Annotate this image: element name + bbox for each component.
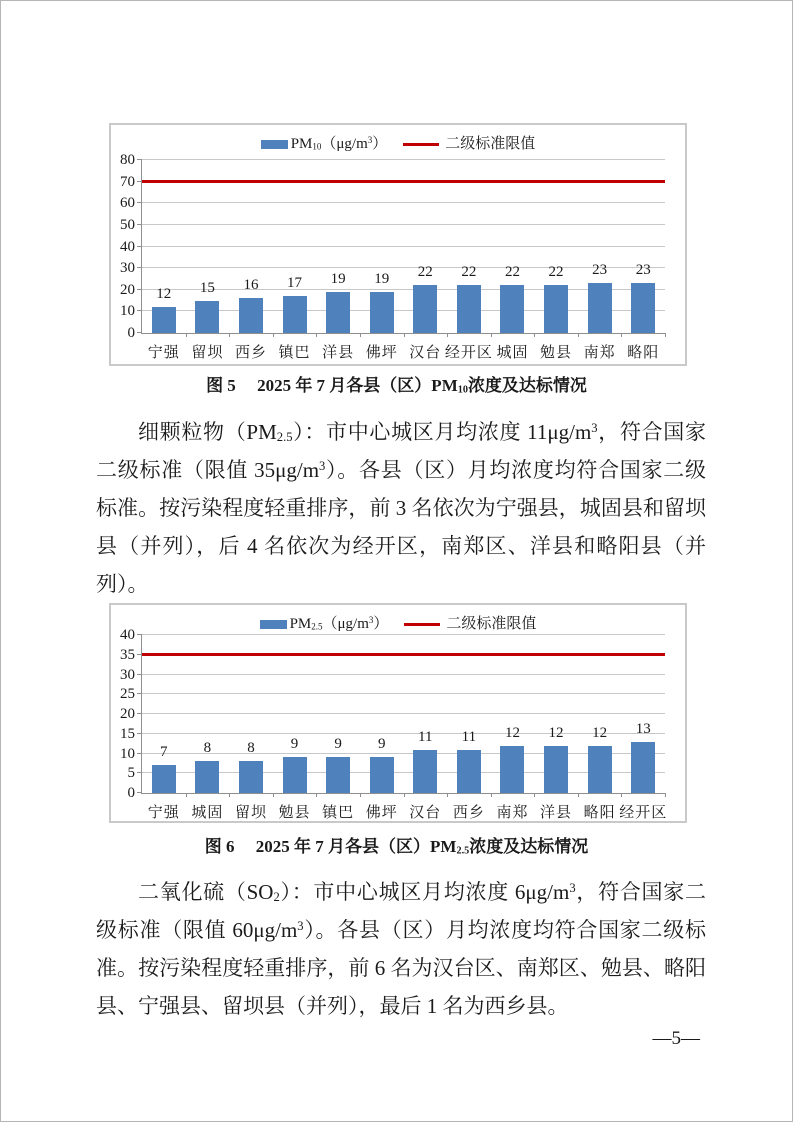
x-axis-tick — [491, 793, 492, 797]
bar — [457, 285, 481, 333]
bar — [195, 301, 219, 333]
y-axis-label: 20 — [120, 706, 135, 722]
x-axis-label: 经开区 — [444, 345, 493, 361]
bar — [544, 746, 568, 793]
series-swatch — [260, 620, 287, 629]
bar-value-label: 22 — [504, 264, 520, 281]
limit-legend-label: 二级标准限值 — [446, 616, 537, 632]
gridline — [142, 733, 665, 734]
bar — [588, 283, 612, 333]
y-axis-label: 70 — [120, 173, 135, 190]
figure5-caption: 图 5 2025 年 7 月各县（区）$PM_{10}$浓度及达标情况 — [206, 376, 587, 396]
y-axis-tick — [137, 267, 142, 268]
bar — [152, 765, 176, 793]
y-axis-tick — [137, 634, 142, 635]
series-legend-label: $PM_{10}(\mu g/m^3)$ — [290, 135, 388, 152]
bar — [195, 761, 219, 793]
y-axis-label: 10 — [120, 745, 135, 762]
x-axis-tick — [360, 793, 361, 797]
x-axis-label: 洋县 — [540, 805, 573, 821]
limit-line-swatch — [403, 143, 439, 146]
bar — [588, 746, 612, 793]
x-axis-label: 宁强 — [147, 345, 180, 361]
y-axis-tick — [137, 772, 142, 773]
bar — [413, 285, 437, 333]
bar — [283, 296, 307, 333]
x-axis-label: 佛坪 — [365, 345, 398, 361]
y-axis-label: 80 — [120, 152, 135, 168]
y-axis-tick — [137, 224, 142, 225]
bar-value-label: 8 — [203, 740, 212, 757]
x-axis-label: 汉台 — [409, 805, 442, 821]
y-axis-tick — [137, 332, 142, 333]
bar-value-label: 15 — [199, 279, 215, 296]
gridline — [142, 753, 665, 754]
bar-value-label: 12 — [592, 724, 608, 741]
gridline — [142, 289, 665, 290]
y-axis-tick — [137, 674, 142, 675]
x-axis-label: 略阳 — [583, 805, 616, 821]
y-axis-tick — [137, 792, 142, 793]
bar — [544, 285, 568, 333]
x-axis-tick — [491, 333, 492, 337]
x-axis-label: 勉县 — [278, 805, 311, 821]
x-axis-tick — [578, 793, 579, 797]
bar-value-label: 22 — [461, 264, 477, 281]
x-axis-label: 镇巴 — [322, 805, 355, 821]
chart-legend — [111, 135, 685, 153]
x-axis-tick — [665, 793, 666, 797]
x-axis-tick — [404, 793, 405, 797]
gridline — [142, 202, 665, 203]
y-axis-tick — [137, 159, 142, 160]
figure6-caption: 图 6 2025 年 7 月各县（区）$PM_{2.5}$浓度及达标情况 — [204, 837, 589, 857]
bar-value-label: 22 — [548, 264, 564, 281]
bar — [500, 285, 524, 333]
y-axis-tick — [137, 753, 142, 754]
x-axis-label: 洋县 — [322, 345, 355, 361]
limit-line — [142, 180, 665, 183]
x-axis-tick — [621, 793, 622, 797]
x-axis-tick — [404, 333, 405, 337]
gridline — [142, 246, 665, 247]
bar — [631, 283, 655, 333]
x-axis-tick — [447, 333, 448, 337]
y-axis-label: 30 — [120, 666, 135, 683]
y-axis-label: 40 — [120, 627, 135, 643]
bar-value-label: 22 — [417, 264, 433, 281]
gridline — [142, 772, 665, 773]
x-axis-label: 汉台 — [409, 345, 442, 361]
bar — [152, 307, 176, 333]
x-axis-label: 西乡 — [234, 345, 267, 361]
x-axis-label: 南郑 — [583, 345, 616, 361]
y-axis-label: 30 — [120, 260, 135, 277]
bar-value-label: 13 — [635, 720, 651, 737]
bar — [370, 757, 394, 793]
y-axis-tick — [137, 246, 142, 247]
x-axis-label: 经开区 — [619, 805, 668, 821]
limit-legend-label: 二级标准限值 — [445, 136, 536, 152]
y-axis-label: 0 — [127, 785, 135, 801]
y-axis-label: 60 — [120, 195, 135, 212]
x-axis-label: 佛坪 — [365, 805, 398, 821]
x-axis-tick — [665, 333, 666, 337]
y-axis-label: 25 — [120, 686, 135, 703]
bar — [500, 746, 524, 793]
gridline — [142, 224, 665, 225]
bar-value-label: 9 — [290, 736, 299, 753]
x-axis-label: 城固 — [496, 345, 529, 361]
series-swatch — [261, 140, 288, 149]
limit-line — [142, 653, 665, 656]
gridline — [142, 159, 665, 160]
bar-value-label: 7 — [160, 744, 168, 761]
y-axis-label: 5 — [127, 765, 135, 782]
y-axis-label: 50 — [120, 216, 135, 233]
bar-value-label: 23 — [635, 262, 651, 279]
gridline — [142, 267, 665, 268]
bar-value-label: 11 — [461, 728, 477, 745]
x-axis-tick — [578, 333, 579, 337]
x-axis-tick — [316, 333, 317, 337]
bar-value-label: 17 — [287, 275, 303, 292]
bar — [239, 298, 263, 333]
y-axis-label: 40 — [120, 238, 135, 255]
x-axis-tick — [534, 793, 535, 797]
x-axis-label: 略阳 — [627, 345, 660, 361]
chart-legend — [111, 615, 685, 633]
x-axis-tick — [534, 333, 535, 337]
x-axis-label: 南郑 — [496, 805, 529, 821]
x-axis-tick — [360, 333, 361, 337]
gridline — [142, 713, 665, 714]
plot-area — [120, 152, 665, 361]
y-axis-tick — [137, 713, 142, 714]
x-axis-label: 留坝 — [234, 805, 267, 821]
bar — [239, 761, 263, 793]
x-axis-tick — [316, 793, 317, 797]
pm25-bar-chart — [109, 603, 687, 823]
y-axis-label: 35 — [120, 646, 135, 663]
series-legend-label: $PM_{2.5}(\mu g/m^3)$ — [289, 615, 389, 632]
bar-value-label: 12 — [548, 724, 564, 741]
x-axis-label: 宁强 — [147, 805, 180, 821]
bar-value-label: 9 — [377, 736, 386, 753]
bar-value-label: 16 — [243, 277, 259, 294]
y-axis-tick — [137, 733, 142, 734]
x-axis-label: 留坝 — [191, 345, 224, 361]
y-axis-tick — [137, 289, 142, 290]
x-axis-tick — [186, 333, 187, 337]
bar-value-label: 8 — [247, 740, 255, 757]
y-axis-tick — [137, 693, 142, 694]
bar-value-label: 9 — [334, 736, 342, 753]
x-axis-tick — [447, 793, 448, 797]
bar-value-label: 19 — [330, 270, 346, 287]
x-axis-label: 镇巴 — [278, 345, 311, 361]
x-axis-tick — [229, 793, 230, 797]
limit-line-swatch — [404, 623, 440, 626]
gridline — [142, 674, 665, 675]
gridline — [142, 310, 665, 311]
plot-area — [120, 627, 668, 821]
bar — [326, 292, 350, 333]
x-axis-tick — [621, 333, 622, 337]
y-axis-label: 20 — [120, 281, 135, 298]
pm25-paragraph: 细颗粒物$(PM_{2.5})$：市中心城区月均浓度 $11\mu g/m^3$，符合国家二级标准（限值 $35\mu g/m^3$）。各县（区）月均浓度均符合国家二级标准。按污染程度轻重排序，前 3 名依次为宁强县，城固县和留坝县（并列），后 4 名依次为经开区，南郑区、洋县和略阳县（并列）。 — [96, 420, 706, 596]
x-axis-tick — [273, 793, 274, 797]
bar-value-label: 12 — [156, 286, 172, 303]
bar-value-label: 23 — [592, 262, 608, 279]
y-axis-label: 0 — [127, 325, 135, 341]
bar — [283, 757, 307, 793]
bar — [457, 750, 481, 793]
bar-value-label: 11 — [418, 728, 433, 745]
gridline — [142, 634, 665, 635]
gridline — [142, 693, 665, 694]
x-axis-tick — [273, 333, 274, 337]
so2-paragraph: 二氧化硫$(SO_2)$：市中心城区月均浓度 $6\mu g/m^3$，符合国家二级标准（限值 $60\mu g/m^3$）。各县（区）月均浓度均符合国家二级标准。按污染程度轻重排序，前 6 名为汉台区、南郑区、勉县、略阳县、宁强县、留坝县（并列），最后 1 名为西乡县。 — [96, 880, 706, 1018]
bar — [413, 750, 437, 793]
y-axis-tick — [137, 202, 142, 203]
y-axis-label: 10 — [120, 303, 135, 320]
x-axis-label: 城固 — [191, 805, 224, 821]
bar — [326, 757, 350, 793]
y-axis-tick — [137, 310, 142, 311]
pm10-bar-chart — [109, 123, 687, 366]
bar — [370, 292, 394, 333]
x-axis-label: 勉县 — [540, 345, 573, 361]
x-axis-tick — [229, 333, 230, 337]
bar — [631, 742, 655, 793]
bar-value-label: 12 — [504, 724, 520, 741]
page-number: —5— — [652, 1028, 700, 1049]
x-axis-label: 西乡 — [452, 805, 485, 821]
x-axis-tick — [186, 793, 187, 797]
bar-value-label: 19 — [374, 270, 390, 287]
y-axis-label: 15 — [120, 725, 135, 742]
